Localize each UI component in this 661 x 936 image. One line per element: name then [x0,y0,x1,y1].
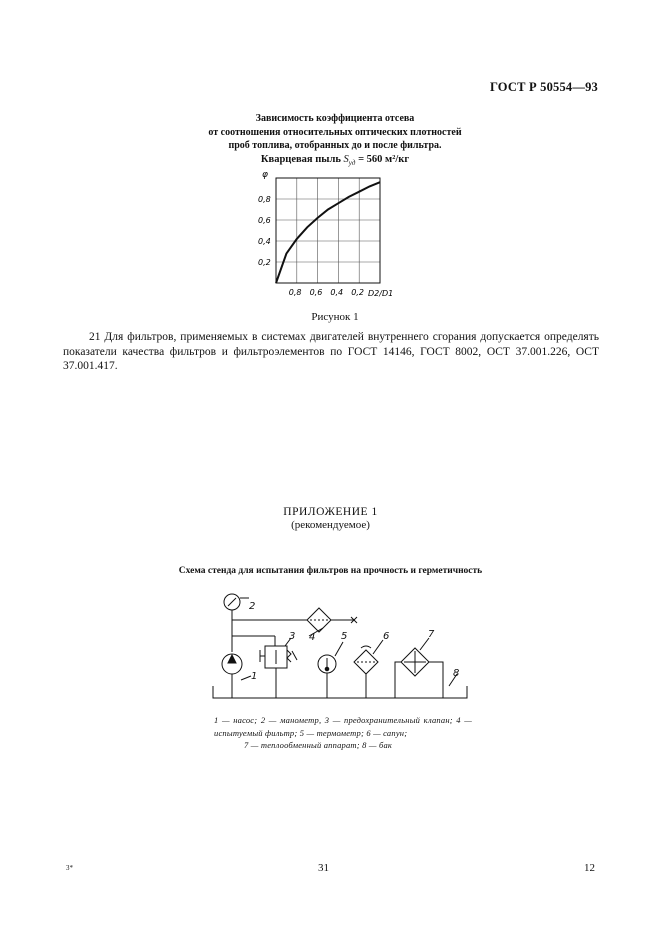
valve-adjust-arrow [292,651,297,660]
chart-y-axis-label: φ [262,170,268,180]
legend-line: 7 — теплообменный аппарат; 8 — бак [244,740,393,750]
callout-5: 5 [341,631,348,642]
heat-exchanger-outlet [429,662,443,698]
footer-right-number: 12 [584,862,595,874]
callout-leader [241,676,251,680]
callout-leader [373,640,383,654]
callout-7: 7 [428,629,435,640]
legend-line: 1 — насос; 2 — манометр, 3 — предохранительный клапан; 4 — испытуемый фильтр; 5 — термометр; 6 — сапун; [214,715,472,738]
chart-x-tick-label: 0,4 [330,288,344,297]
tank-outline [213,686,467,698]
chart-y-tick-label: 0,4 [258,237,271,246]
breather-cap [361,646,371,648]
figure-title-line: от соотношения относительных оптических плотностей [208,126,462,138]
document-code: ГОСТ Р 50554—93 [489,80,598,94]
figure-title [150,112,520,170]
callout-2: 2 [249,601,256,612]
figure-title-line: проб топлива, отобранных до и после фильтра. [228,140,442,151]
figure-title-dust-line: Кварцевая пыль $S_{уд} = 560$ м²/кг [260,153,410,167]
thermometer-bulb [325,667,329,671]
page-number: 31 [318,862,329,874]
figure-caption: Рисунок 1 [311,311,359,323]
valve-spring-icon [287,650,291,662]
callout-3: 3 [289,631,296,642]
chart-grid [276,178,380,283]
chart-y-tick-label: 0,8 [258,195,271,204]
body-paragraph: 21 Для фильтров, применяемых в системах двигателей внутреннего сгорания допускается определять показатели качества фильтров и фильтроэлементов по ГОСТ 14146, ГОСТ 8002, ОСТ 37.001.226, ОСТ 37.001.417. [63,331,599,372]
callout-1: 1 [251,671,258,682]
footer-mark: 3* [66,864,73,872]
manometer-needle [228,598,236,606]
test-stand-scheme [205,584,475,709]
chart [250,165,400,305]
chart-x-tick-label: 0,8 [288,288,302,297]
callout-6: 6 [383,631,390,642]
appendix-title: ПРИЛОЖЕНИЕ 1 [283,506,378,518]
callout-leader [335,642,343,656]
chart-x-axis-label: D2/D1 [368,289,394,298]
scheme-legend [214,714,472,752]
appendix-subtitle: (рекомендуемое) [291,519,370,531]
pump-arrow [228,655,236,663]
chart-y-tick-label: 0,6 [258,216,271,225]
chart-y-tick-label: 0,2 [258,258,271,267]
chart-series-line [276,182,380,283]
figure-title-line: Зависимость коэффициента отсева [255,113,415,124]
callout-4: 4 [309,632,316,643]
chart-x-tick-label: 0,2 [351,288,364,297]
heat-exchanger-inlet [395,662,401,698]
callout-8: 8 [453,668,460,679]
chart-x-tick-label: 0,6 [309,288,323,297]
chart-frame [276,178,380,283]
scheme-title: Схема стенда для испытания фильтров на прочность и герметичность [178,566,483,576]
